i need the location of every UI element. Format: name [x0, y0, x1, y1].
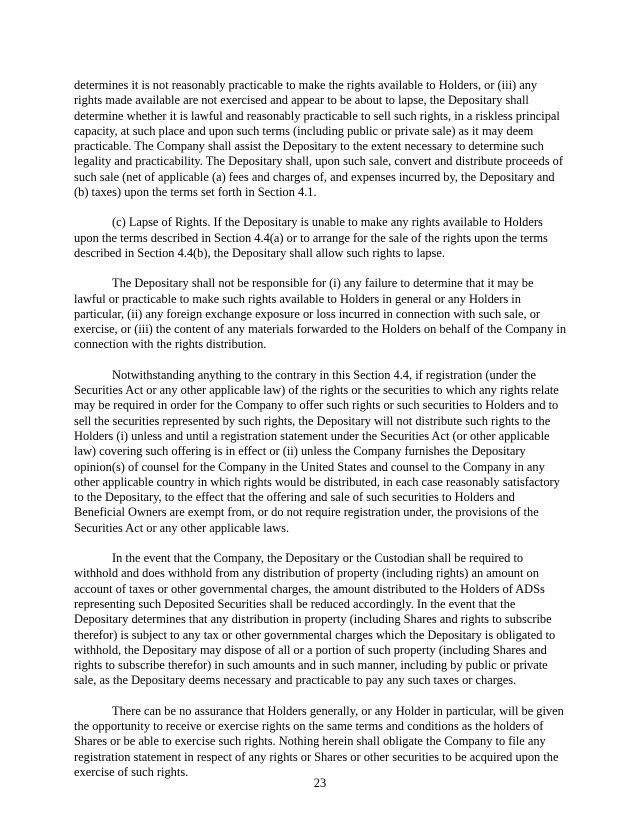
page-number: 23 — [313, 776, 327, 790]
paragraph-continuation: determines it is not reasonably practicable to make the rights available to Holders, or (iii) any rights made available are not exercised and appear to be about to lapse, the Depositary shall determine whether it is lawful and reasonably practicable to sell such rights, in a riskless principal capacity, at such place and upon such terms (including public or private sale) as it may deem practicable. The Company shall assist the Depositary to the extent necessary to determine such legality and practicability. The Depositary shall, upon such sale, convert and distribute proceeds of such sale (net of applicable (a) fees and charges of, and expenses incurred by, the Depositary and (b) taxes) upon the terms set forth in Section 4.1. — [74, 78, 563, 200]
paragraph-no-assurance: There can be no assurance that Holders generally, or any Holder in particular, will be given the opportunity to receive or exercise rights on the same terms and conditions as the holders of Shares or be able to exercise such rights. Nothing herein shall obligate the Company to file any registration statement in respect of any rights or Shares or other securities to be acquired upon the exercise of such rights. — [74, 703, 564, 779]
paragraph-lapse-of-rights: (c) Lapse of Rights. If the Depositary is unable to make any rights available to Holders upon the terms described in Section 4.4(a) or to arrange for the sale of the rights upon the terms described in Section 4.4(b), the Depositary shall allow such rights to lapse. — [74, 215, 548, 260]
paragraph-withholding: In the event that the Company, the Depositary or the Custodian shall be required to withhold and does withhold from any distribution of property (including rights) an amount on account of taxes or other governmental charges, the amount distributed to the Holders of ADSs representing such Deposited Securities shall be reduced accordingly. In the event that the Depositary determines that any distribution in property (including Shares and rights to subscribe therefor) is subject to any tax or other governmental charges which the Depositary is obligated to withhold, the Depositary may dispose of all or a portion of such property (including Shares and rights to subscribe therefor) in such amounts and in such manner, including by public or private sale, as the Depositary deems necessary and practicable to pay any such taxes or charges. — [74, 551, 556, 688]
paragraph-depositary-responsibility: The Depositary shall not be responsible for (i) any failure to determine that it may be lawful or practicable to make such rights available to Holders in general or any Holders in particular, (ii) any foreign exchange exposure or loss incurred in connection with such sale, or exercise, or (iii) the content of any materials forwarded to the Holders on behalf of the Company in connection with the rights distribution. — [74, 276, 567, 352]
paragraph-registration: Notwithstanding anything to the contrary in this Section 4.4, if registration (under the Securities Act or any other applicable law) of the rights or the securities to which any rights relate may be required in order for the Company to offer such rights or such securities to Holders and to sell the securities represented by such rights, the Depositary will not distribute such rights to the Holders (i) unless and until a registration statement under the Securities Act (or other applicable law) covering such offering is in effect or (ii) unless the Company furnishes the Depositary opinion(s) of counsel for the Company in the United States and counsel to the Company in any other applicable country in which rights would be distributed, in each case reasonably satisfactory to the Depositary, to the effect that the offering and sale of such securities to Holders and Beneficial Owners are exempt from, or do not require registration under, the provisions of the Securities Act or any other applicable laws. — [74, 367, 560, 535]
